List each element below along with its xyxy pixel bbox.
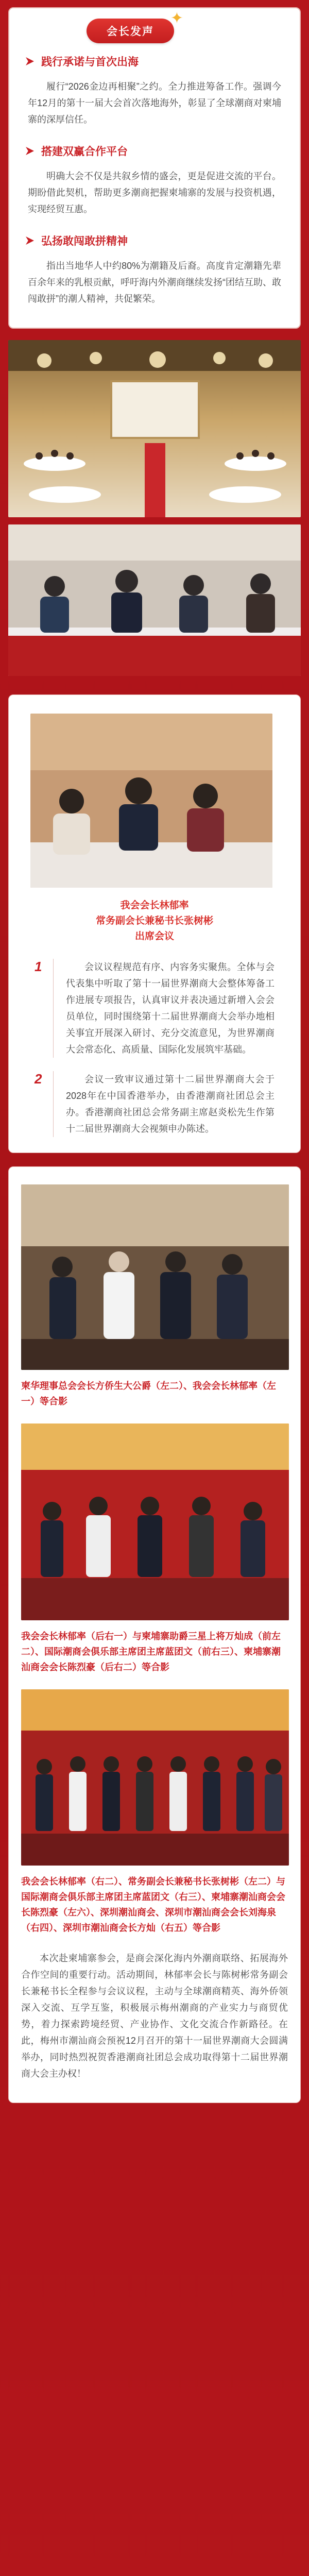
agenda-number-1: 1 [35, 959, 42, 974]
agenda-text-2: 会议一致审议通过第十二届世界潮商大会于2028年在中国香港举办，由香港潮商社团总会主办。香港潮商社团总会常务副主席赵炎松先生作第十二届世界潮商大会视频申办陈述。 [53, 1071, 274, 1137]
arrow-right-icon [26, 236, 34, 245]
speech-body [28, 54, 281, 307]
section-heading-2 [26, 143, 281, 159]
group-photo-1 [21, 1184, 289, 1370]
group-photos-card [8, 1166, 301, 2103]
speech-badge-label: 会长发声 [107, 26, 154, 38]
caption-line-2: 常务副会长兼秘书长张树彬 [95, 916, 213, 926]
speech-badge [87, 10, 184, 43]
group-photo-3-caption: 我会会长林郁率（右二）、常务副会长兼秘书长张树彬（左二）与国际潮商会俱乐部主席团主席蓝团文（右三）、柬埔寨潮汕商会会长陈烈豪（左六）、深圳潮汕商会、深圳市潮汕商会会长刘海泉（右四）、深圳市潮汕商会长方灿（右五）等合影 [21, 1876, 285, 1933]
meeting-table-photo [8, 524, 301, 676]
agenda-item-2 [35, 1071, 274, 1137]
agenda-number-2: 2 [35, 1071, 42, 1087]
delegates-photo [30, 714, 272, 888]
closing-paragraph: 本次赴柬埔寨参会，是商会深化海内外潮商联络、拓展海外合作空间的重要行动。活动期间，林郁率会长与陈树彬常务副会长兼秘书长全程参与会议议程，主动与全球潮商精英、海外侨领深入交流、互学互鉴，积极展示梅州潮商的产业实力与商贸优势，着力探索跨境经贸、产业协作、文化交流合作新路径。在此，梅州市潮汕商会预祝12月召开的第十一届世界潮商大会圆满举办，同时热烈祝贺香港潮商社团总会成功取得第十二届世界潮商大会主办权！ [21, 1953, 288, 2079]
section-text-1: 履行“2026金边再相聚”之约。全力推进筹备工作。强调今年12月的第十一届大会首次落地海外，彰显了全球潮商对柬埔寨的深厚信任。 [28, 81, 281, 125]
section-heading-3-text: 弘扬敢闯敢拼精神 [41, 235, 128, 247]
arrow-right-icon [26, 57, 34, 65]
arrow-right-icon [26, 147, 34, 155]
speech-card [8, 7, 301, 329]
meeting-content-card [8, 694, 301, 1153]
caption-line-1: 我会会长林郁率 [120, 900, 189, 911]
group-photo-2-caption: 我会会长林郁率（后右一）与柬埔寨助爵三星上将万灿成（前左二）、国际潮商会俱乐部主席团主席蓝团文（前右三）、柬埔寨潮汕商会会长陈烈豪（后右二）等合影 [21, 1631, 281, 1672]
group-photo-2 [21, 1423, 289, 1620]
sparkle-icon: ✦ [170, 10, 184, 27]
section-heading-1 [26, 54, 281, 69]
agenda-item-1 [35, 959, 274, 1058]
delegates-caption [35, 898, 274, 944]
group-photo-1-caption: 柬华理事总会会长方侨生大公爵（左二）、我会会长林郁率（左一）等合影 [21, 1381, 276, 1406]
conference-hall-photo [8, 340, 301, 517]
group-photo-3 [21, 1689, 289, 1866]
section-text-3: 指出当地华人中约80%为潮籍及后裔。高度肯定潮籍先辈百余年来的乳根贡献，呼吁海内外潮商继续发扬“团结互助、敢闯敢拼”的潮人精神，共促繁荣。 [28, 261, 281, 304]
section-heading-2-text: 搭建双赢合作平台 [41, 146, 128, 158]
section-heading-1-text: 践行承诺与首次出海 [41, 56, 139, 68]
section-heading-3 [26, 233, 281, 248]
caption-line-3: 出席会议 [134, 931, 174, 942]
agenda-text-1: 会议议程规范有序、内容务实聚焦。全体与会代表集中听取了第十一届世界潮商大会整体筹备工作进展专项报告，认真审议并表决通过新增入会会员单位，同时围绕第十二届世界潮商大会举办地相关事宜开展深入研讨、充分交流意见，为世界潮商大会常态化、高质量、国际化发展筑牢基础。 [53, 959, 274, 1058]
section-text-2: 明确大会不仅是共叙乡情的盛会，更是促进交流的平台。期盼借此契机，帮助更多潮商把握柬埔寨的发展与投资机遇，实现经贸互惠。 [28, 171, 281, 214]
